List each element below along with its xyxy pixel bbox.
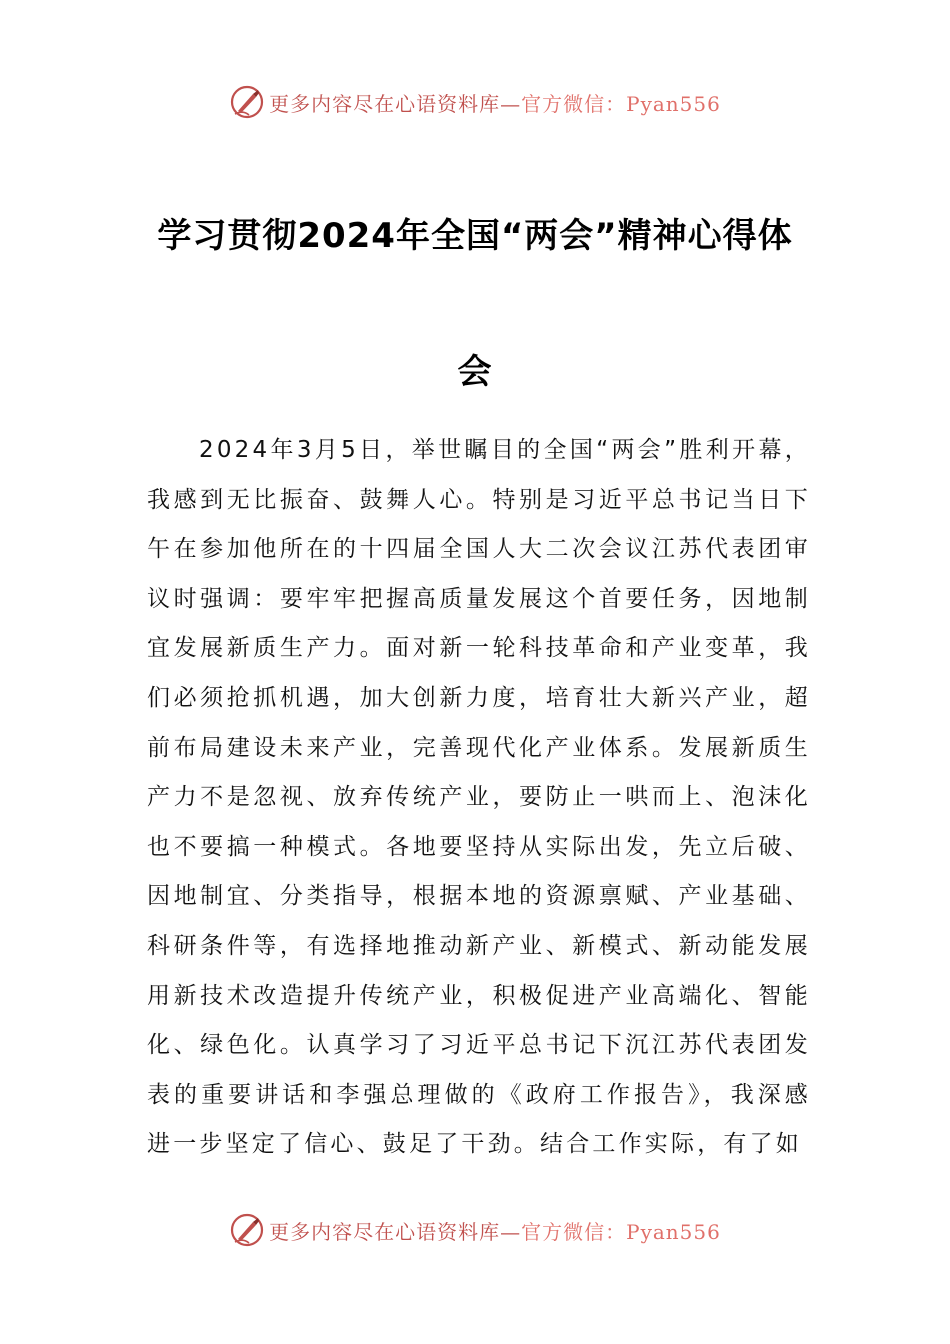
quill-logo-icon [229,84,265,120]
watermark-wechat: 官方微信：Pyan556 [521,91,721,116]
header-watermark [0,82,950,122]
body-paragraph: 2024年3月5日，举世瞩目的全国“两会”胜利开幕，我感到无比振奋、鼓舞人心。特别是习近平总书记当日下午在参加他所在的十四届全国人大二次会议江苏代表团审议时强调：要牢牢把握高质量发展这个首要任务，因地制宜发展新质生产力。面对新一轮科技革命和产业变革，我们必须抢抓机遇，加大创新力度，培育壮大新兴产业，超前布局建设未来产业，完善现代化产业体系。发展新质生产力不是忽视、放弃传统产业，要防止一哄而上、泡沫化也不要搞一种模式。各地要坚持从实际出发，先立后破、因地制宜、分类指导，根据本地的资源禀赋、产业基础、科研条件等，有选择地推动新产业、新模式、新动能发展用新技术改造提升传统产业，积极促进产业高端化、智能化、绿色化。认真学习了习近平总书记下沉江苏代表团发表的重要讲话和李强总理做的《政府工作报告》，我深感进一步坚定了信心、鼓足了干劲。结合工作实际，有了如 [147,437,811,1158]
watermark-wechat: 官方微信：Pyan556 [521,1219,721,1244]
title-line-2: 会 [457,352,493,392]
quill-logo-icon [229,1212,265,1248]
footer-watermark [0,1210,950,1250]
watermark-text: 更多内容尽在心语资料库— [269,91,522,116]
title-line-1: 学习贯彻2024年全国“两会”精神心得体 [157,216,793,256]
document-title [130,168,820,440]
watermark-text: 更多内容尽在心语资料库— [269,1219,522,1244]
